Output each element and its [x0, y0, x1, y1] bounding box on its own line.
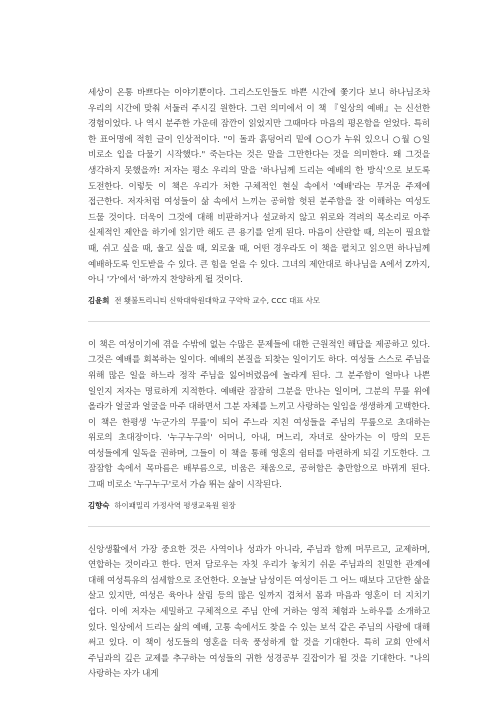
endorsement-body: 세상이 온통 바쁘다는 이야기뿐이다. 그리스도인들도 바쁜 시간에 쫓기다 보니 하나님조차 우리의 시간에 맞춰 서둘러 주시길 원한다. 그런 의미에서 이 책 『일상의 예배』는 신선한 경험이었다. 나 역시 분주한 가운데 잠깐이 읽었지만 그때마다 마음의 평온함을 얻었다. 특히 한 표어명에 적힌 글이 인상적이다. "이 돌과 흙덩어리 밑에 ○○가 누워 있으니 ○월 ○일 비로소 입을 다물기 시작했다." 죽는다는 것은 말을 그만한다는 것을 의미한다. 왜 그것을 생각하지 못했을까! 저자는 평소 우리의 말을 '하나님께 드리는 예배의 한 방식'으로 보도록 도전한다. 이렇듯 이 책은 우리가 처한 구체적인 현실 속에서 '예배'라는 무거운 주제에 접근한다. 저자처럼 여성들이 삶 속에서 느끼는 공허함 헛된 분주함을 잘 이해하는 여성도 드물 것이다. 더욱이 그것에 대해 비판하거나 설교하지 않고 위로와 격려의 목소리로 아주 실제적인 제안을 하기에 읽기만 해도 큰 용기를 얻게 된다. 마음이 산란할 때, 의논이 필요할 때, 쉬고 싶을 때, 울고 싶을 때, 외로울 때, 어떤 경우라도 이 책을 펼치고 읽으면 하나님께 예배하도록 인도받을 수 있다. 큰 힘을 얻을 수 있다. 그녀의 제안대로 하나님을 A에서 Z까지, 아니 '가'에서 '하'까지 찬양하게 될 것이다.: [88, 88, 431, 286]
endorsement-3: [88, 543, 430, 683]
endorsement-body: 신앙생활에서 가장 중요한 것은 사역이나 성과가 아니라, 주님과 함께 머무르고, 교제하며, 연합하는 것이라고 한다. 먼저 담로우는 자칫 우리가 놓치기 쉬운 주님과의 친밀한 관계에 대해 여성특유의 섬세함으로 조언한다. 오늘날 남성이든 여성이든 그 어느 때보다 고단한 삶을 살고 있지만, 여성은 육아나 살림 등의 많은 일까지 겹쳐서 몸과 마음과 영혼이 더 지치기 쉽다. 이에 저자는 세밀하고 구체적으로 주님 안에 거하는 영적 체험과 노하우를 소개하고 있다. 일상에서 드리는 삶의 예배, 고통 속에서도 찾을 수 있는 보석 같은 주님의 사랑에 대해 써고 있다. 이 책이 성도들의 영혼을 더욱 풍성하게 할 것을 기대한다. 특히 교회 안에서 주님과의 깊은 교제를 추구하는 여성들의 귀한 성경공부 길잡이가 될 것을 기대한다. "나의 사랑하는 자가 내게: [88, 544, 430, 680]
section-divider: [88, 526, 430, 527]
endorsement-1: [88, 86, 430, 307]
endorsement-signature: [88, 295, 430, 307]
section-divider: [88, 321, 430, 322]
endorsement-2: [88, 338, 430, 512]
endorsement-page: [88, 86, 430, 683]
endorsement-body: 이 책은 여성이기에 겪을 수밖에 없는 수많은 문제들에 대한 근원적인 해답을 제공하고 있다. 그것은 예배를 회복하는 일이다. 예배의 본질을 되찾는 일이기도 하다. 여성들 스스로 주님을 위해 많은 일을 하느라 정작 주님을 잃어버렸음에 놀라게 된다. 그 분주함이 얼마나 나쁜 일인지 저자는 명료하게 지적한다. 예배란 잠잠히 그분을 만나는 일이며, 그분의 무릎 위에 올라가 얼굴과 얼굴을 마주 대하면서 그분 자체를 느끼고 사랑하는 일임을 생생하게 고백한다. 이 책은 한평생 '누군가의 무릎'이 되어 주느라 지친 여성들을 주님의 무릎으로 초대하는 위로의 초대장이다. '누구누구의' 어머니, 아내, 며느리, 자녀로 살아가는 이 땅의 모든 여성들에게 일독을 권하며, 그들이 이 책을 통해 영혼의 쉼터를 마련하게 되길 기도한다. 그 잠잠함 속에서 목마름은 배부름으로, 비움은 채움으로, 공허함은 충만함으로 바뀌게 된다. 그때 비로소 '누구누구'로서 가슴 뛰는 삶이 시작된다.: [88, 339, 430, 491]
endorsement-signature: [88, 500, 430, 512]
signer-title: 하이패밀리 가정사역 평생교육원 원장: [114, 500, 236, 510]
signer-title: 전 횃불트리니티 신학대학원대학교 구약학 교수, CCC 대표 사모: [114, 295, 321, 305]
signer-name: 김윤희: [88, 295, 110, 305]
signer-name: 김향숙: [88, 500, 110, 510]
